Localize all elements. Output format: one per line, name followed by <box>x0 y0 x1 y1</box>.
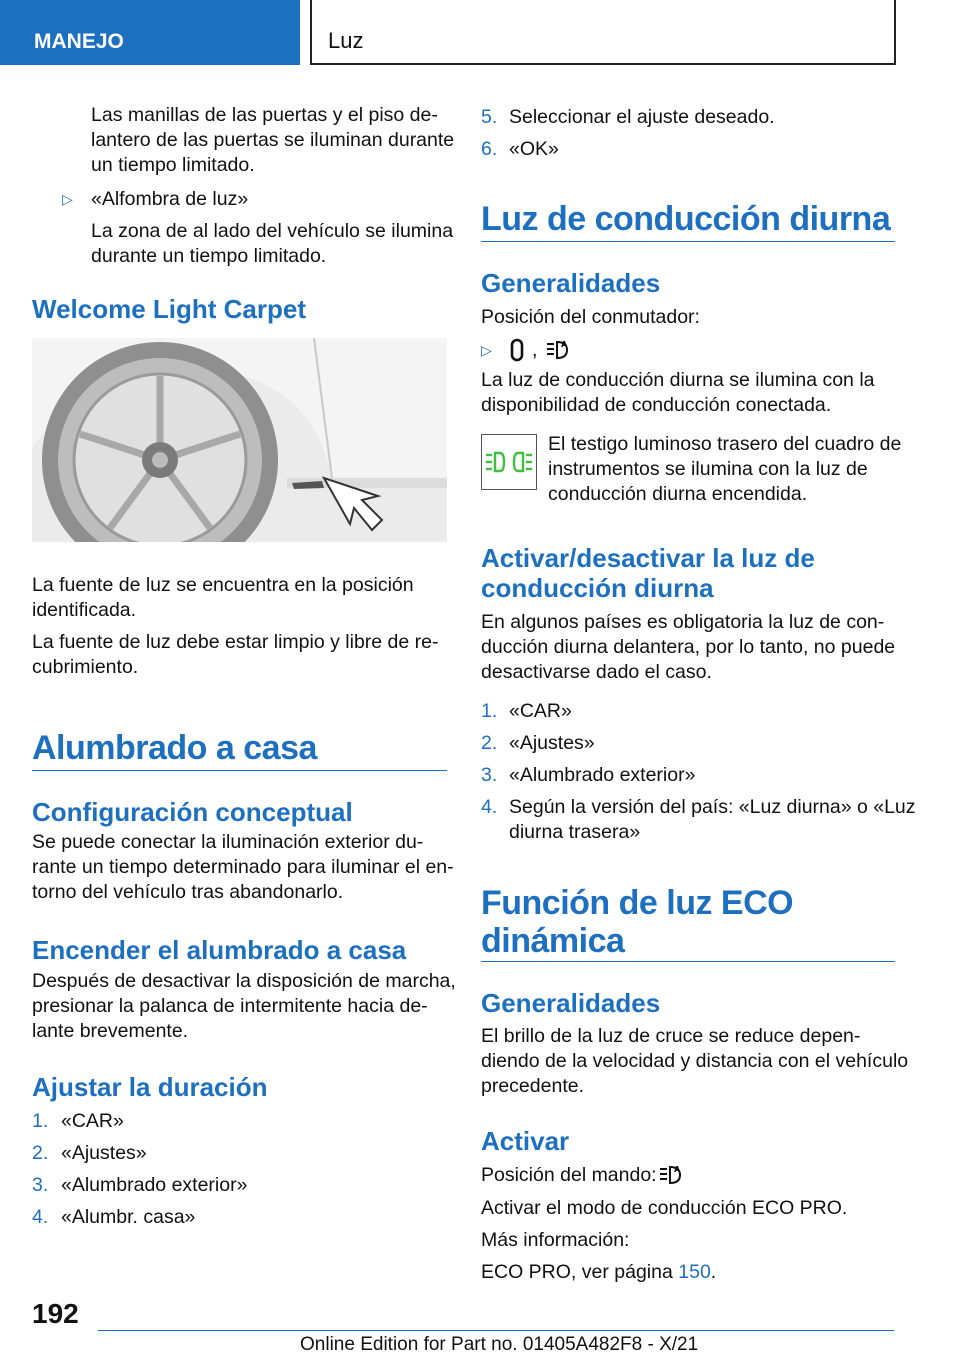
eco-activar-heading: Activar <box>481 1126 570 1156</box>
step-text: «CAR» <box>509 700 572 722</box>
welcome-paragraph-2: La fuente de luz debe estar limpio y libre de re- cubrimiento. <box>32 631 439 678</box>
bullet-triangle-icon: ▷ <box>62 191 73 207</box>
activar-desactivar-text: En algunos países es obligatoria la luz de con- ducción diurna delantera, por lo tanto, no puede desactivarse dado el caso. <box>481 611 896 683</box>
step-number: 3. <box>481 764 498 786</box>
wheel-illustration <box>32 338 447 542</box>
drl-heading: Luz de conducción diurna <box>481 200 891 238</box>
activar-desactivar-heading: Activar/desactivar la luz de conducción diurna <box>481 543 815 603</box>
heading-rule <box>481 961 895 962</box>
bullet-triangle-icon: ▷ <box>481 342 492 358</box>
svg-text:A: A <box>674 1165 681 1174</box>
chapter-title: Luz <box>310 0 896 65</box>
welcome-paragraph-1: La fuente de luz se encuentra en la posición identificada. <box>32 574 414 621</box>
bullet-text: La zona de al lado del vehículo se ilumina durante un tiempo limitado. <box>91 220 454 267</box>
step-text: «Alumbrado exterior» <box>509 764 696 786</box>
heading-rule <box>481 241 895 242</box>
step-number: 1. <box>481 700 498 722</box>
eco-generalidades-text: El brillo de la luz de cruce se reduce depen- diendo de la velocidad y distancia con el vehículo precedente. <box>481 1025 909 1097</box>
step-text: «Ajustes» <box>61 1142 147 1164</box>
heading-rule <box>32 770 447 771</box>
eco-generalidades-heading: Generalidades <box>481 988 661 1018</box>
step-text: Según la versión del país: «Luz diurna» o «Luz diurna trasera» <box>509 796 916 843</box>
eco-position-text: Posición del mando: <box>481 1164 657 1186</box>
car-wheel-image <box>32 338 447 542</box>
step-number: 3. <box>32 1174 49 1196</box>
indicator-text: El testigo luminoso trasero del cuadro de instrumentos se ilumina con la luz de conducción diurna encendida. <box>548 433 902 505</box>
encender-heading: Encender el alumbrado a casa <box>32 935 407 965</box>
switch-zero-icon <box>509 338 525 362</box>
auto-light-icon <box>545 338 573 362</box>
eco-reference <box>481 1260 716 1285</box>
more-info-text: Más información: <box>481 1229 630 1251</box>
generalidades-heading: Generalidades <box>481 268 661 298</box>
drl-availability-text: La luz de conducción diurna se ilumina con la disponibilidad de conducción conectada. <box>481 369 875 416</box>
step-text: Seleccionar el ajuste deseado. <box>509 106 775 128</box>
footer-rule <box>98 1330 894 1331</box>
config-text: Se puede conectar la iluminación exterior du- rante un tiempo determinado para iluminar el en- torno del vehículo tras abandonarlo. <box>32 831 454 903</box>
drl-indicator-box <box>481 434 537 490</box>
step-number: 6. <box>481 138 498 160</box>
continued-paragraph: Las manillas de las puertas y el piso de- lantero de las puertas se iluminan durante un tiempo limitado. <box>91 104 455 176</box>
page-number: 192 <box>32 1298 79 1329</box>
bullet-label: «Alfombra de luz» <box>91 188 249 210</box>
encender-text: Después de desactivar la disposición de marcha, presionar la palanca de intermitente hacia de- lante brevemente. <box>32 970 456 1042</box>
step-number: 1. <box>32 1110 49 1132</box>
eco-mode-text: Activar el modo de conducción ECO PRO. <box>481 1197 848 1219</box>
eco-reference-prefix: ECO PRO, ver página <box>481 1261 679 1283</box>
comma: , <box>532 339 538 361</box>
auto-light-icon <box>658 1163 686 1187</box>
ajustar-heading: Ajustar la duración <box>32 1072 268 1102</box>
switch-position-text: Posición del conmutador: <box>481 306 700 328</box>
step-number: 4. <box>32 1206 49 1228</box>
step-number: 4. <box>481 796 498 818</box>
step-text: «Alumbrado exterior» <box>61 1174 248 1196</box>
drl-indicator-icon <box>482 435 536 489</box>
step-number: 2. <box>481 732 498 754</box>
welcome-heading: Welcome Light Carpet <box>32 294 307 324</box>
step-text: «CAR» <box>61 1110 124 1132</box>
eco-heading: Función de luz ECO dinámica <box>481 884 794 960</box>
step-number: 2. <box>32 1142 49 1164</box>
step-text: «Alumbr. casa» <box>61 1206 196 1228</box>
edition-text: Online Edition for Part no. 01405A482F8 - X/21 <box>300 1334 699 1355</box>
eco-reference-suffix: . <box>710 1261 717 1283</box>
section-tab: MANEJO <box>0 0 300 65</box>
alumbrado-heading: Alumbrado a casa <box>32 729 317 767</box>
step-text: «OK» <box>509 138 559 160</box>
page-link[interactable]: 150 <box>678 1261 711 1283</box>
step-text: «Ajustes» <box>509 732 595 754</box>
step-number: 5. <box>481 106 498 128</box>
svg-text:A: A <box>561 340 568 349</box>
config-heading: Configuración conceptual <box>32 797 353 827</box>
